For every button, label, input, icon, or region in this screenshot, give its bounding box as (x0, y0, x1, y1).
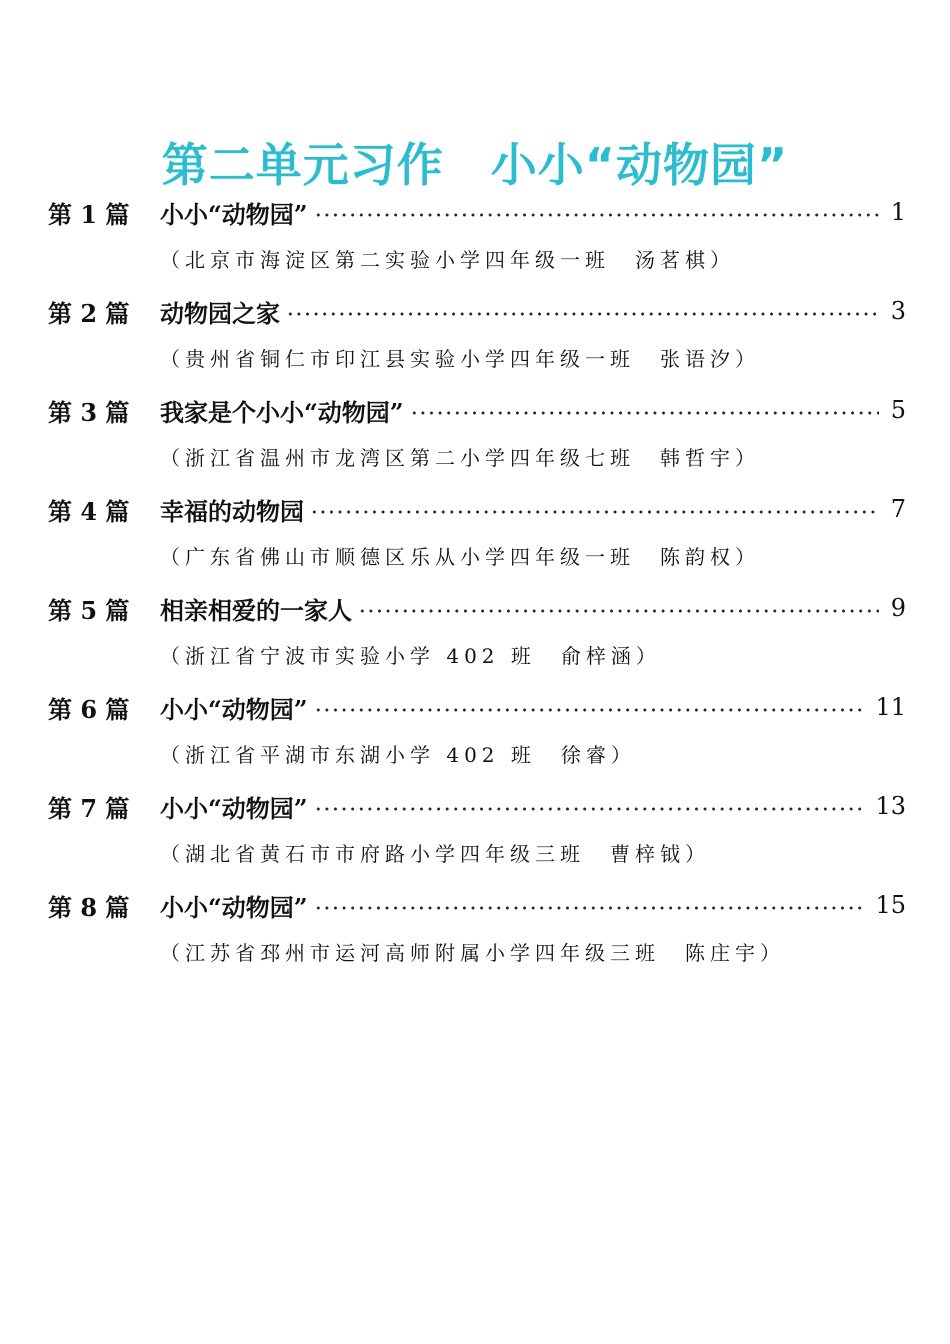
entry-author: （浙江省宁波市实验小学 402 班 俞梓涵） (160, 644, 661, 668)
entry-page-number: 9 (890, 594, 906, 622)
entry-page-number: 7 (890, 495, 906, 523)
toc-entry-line (48, 590, 906, 626)
toc-entry-line (48, 689, 906, 725)
dot-leader (286, 311, 879, 317)
entry-author: （广东省佛山市顺德区乐从小学四年级一班 陈韵权） (160, 545, 760, 569)
dot-leader (314, 212, 879, 218)
dot-leader (310, 509, 879, 515)
entry-author: （北京市海淀区第二实验小学四年级一班 汤茗棋） (160, 248, 735, 272)
dot-leader (314, 707, 864, 713)
toc-entry (0, 485, 950, 584)
entry-author: （浙江省温州市龙湾区第二小学四年级七班 韩哲宇） (160, 446, 760, 470)
toc-entry (0, 386, 950, 485)
toc-entry-line (48, 392, 906, 428)
entry-title: 小小“动物园” (160, 694, 308, 724)
entry-title: 动物园之家 (160, 298, 280, 328)
toc-entry-line (48, 887, 906, 923)
entry-number: 第 7 篇 (48, 793, 130, 823)
page-title: 第二单元习作 小小“动物园” (161, 137, 789, 192)
entry-number: 第 5 篇 (48, 595, 130, 625)
entry-author: （湖北省黄石市市府路小学四年级三班 曹梓钺） (160, 842, 710, 866)
entry-title: 小小“动物园” (160, 793, 308, 823)
toc-entry (0, 188, 950, 287)
entry-page-number: 11 (875, 693, 906, 721)
dot-leader (410, 410, 879, 416)
toc-entry-line (48, 788, 906, 824)
entry-number: 第 3 篇 (48, 397, 130, 427)
dot-leader (314, 806, 864, 812)
toc-entry (0, 782, 950, 881)
entry-author: （江苏省邳州市运河高师附属小学四年级三班 陈庄宇） (160, 941, 785, 965)
entry-title: 小小“动物园” (160, 892, 308, 922)
entry-page-number: 3 (890, 297, 906, 325)
toc-entry (0, 584, 950, 683)
entry-page-number: 13 (875, 792, 906, 820)
entry-number: 第 6 篇 (48, 694, 130, 724)
entry-number: 第 8 篇 (48, 892, 130, 922)
entry-title: 我家是个小小“动物园” (160, 397, 404, 427)
entry-title: 小小“动物园” (160, 199, 308, 229)
entry-author: （贵州省铜仁市印江县实验小学四年级一班 张语汐） (160, 347, 760, 371)
entry-number: 第 4 篇 (48, 496, 130, 526)
entry-number: 第 2 篇 (48, 298, 130, 328)
toc-entry-line (48, 293, 906, 329)
toc-entry-line (48, 194, 906, 230)
toc-entry (0, 683, 950, 782)
toc-entry (0, 287, 950, 386)
toc-entry (0, 881, 950, 980)
dot-leader (314, 905, 864, 911)
dot-leader (358, 608, 879, 614)
toc-entry-line (48, 491, 906, 527)
entry-number: 第 1 篇 (48, 199, 130, 229)
entry-author: （浙江省平湖市东湖小学 402 班 徐睿） (160, 743, 636, 767)
entry-title: 相亲相爱的一家人 (160, 595, 352, 625)
entry-page-number: 15 (875, 891, 906, 919)
entry-page-number: 5 (890, 396, 906, 424)
entry-title: 幸福的动物园 (160, 496, 304, 526)
table-of-contents (0, 188, 950, 980)
entry-page-number: 1 (890, 198, 906, 226)
